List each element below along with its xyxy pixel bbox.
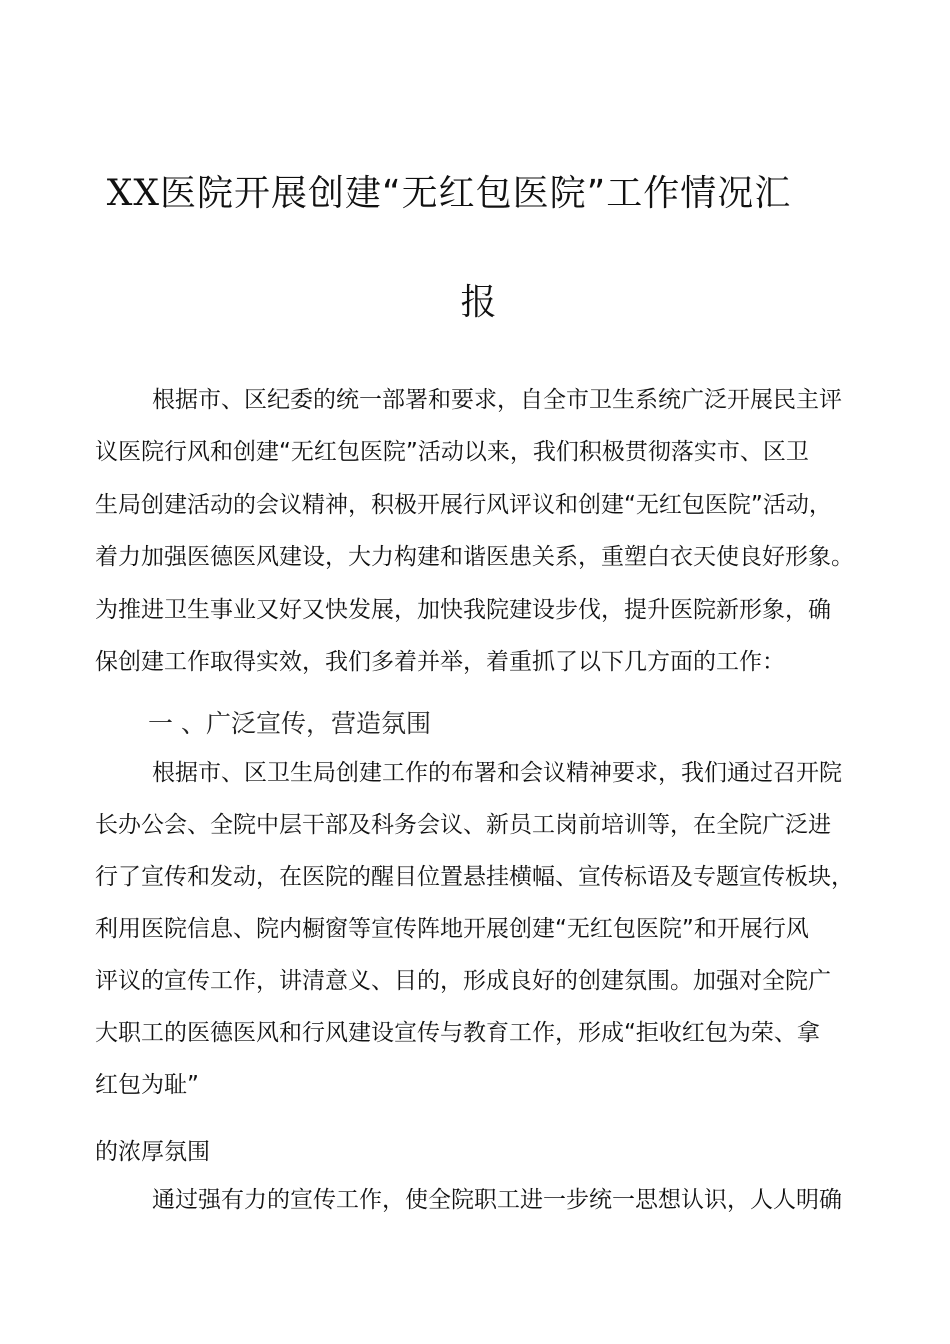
section-paragraph-tail: 的浓厚氛围 xyxy=(95,1139,210,1165)
document-title-line-1 xyxy=(0,174,924,214)
intro-paragraph-line: 议医院行风和创建“无红包医院”活动以来，我们积极贯彻落实市、区卫 xyxy=(95,439,809,465)
intro-paragraph-line: 着力加强医德医风建设，大力构建和谐医患关系，重塑白衣天使良好形象。 xyxy=(95,544,854,570)
intro-paragraph-line: 保创建工作取得实效，我们多着并举，着重抓了以下几方面的工作： xyxy=(95,649,785,675)
intro-paragraph-line: 根据市、区纪委的统一部署和要求，自全市卫生系统广泛开展民主评 xyxy=(152,387,842,413)
document-title-line-2: 报 xyxy=(460,282,498,323)
section-heading: 一 、广泛宣传，营造氛围 xyxy=(148,709,431,738)
section-paragraph-line: 大职工的医德医风和行风建设宣传与教育工作，形成“拒收红包为荣、拿 xyxy=(95,1020,820,1046)
intro-paragraph-line: 生局创建活动的会议精神，积极开展行风评议和创建“无红包医院”活动， xyxy=(95,492,832,518)
section-paragraph-line: 通过强有力的宣传工作，使全院职工进一步统一思想认识，人人明确 xyxy=(152,1187,842,1213)
section-paragraph-line: 评议的宣传工作，讲清意义、目的，形成良好的创建氛围。加强对全院广 xyxy=(95,968,831,994)
section-paragraph-line: 红包为耻” xyxy=(95,1072,199,1098)
title-prefix: XX医院 xyxy=(106,173,234,214)
section-paragraph-line: 行了宣传和发动，在医院的醒目位置悬挂横幅、宣传标语及专题宣传板块， xyxy=(95,864,854,890)
section-paragraph-line: 利用医院信息、院内橱窗等宣传阵地开展创建“无红包医院”和开展行风 xyxy=(95,916,809,942)
intro-paragraph-line: 为推进卫生事业又好又快发展，加快我院建设步伐，提升医院新形象，确 xyxy=(95,597,831,623)
section-paragraph-line: 长办公会、全院中层干部及科务会议、新员工岗前培训等，在全院广泛进 xyxy=(95,812,831,838)
section-paragraph-line: 根据市、区卫生局创建工作的布署和会议精神要求，我们通过召开院 xyxy=(152,760,842,786)
title-rest: 开展创建“无红包医院”工作情况汇 xyxy=(233,173,792,214)
